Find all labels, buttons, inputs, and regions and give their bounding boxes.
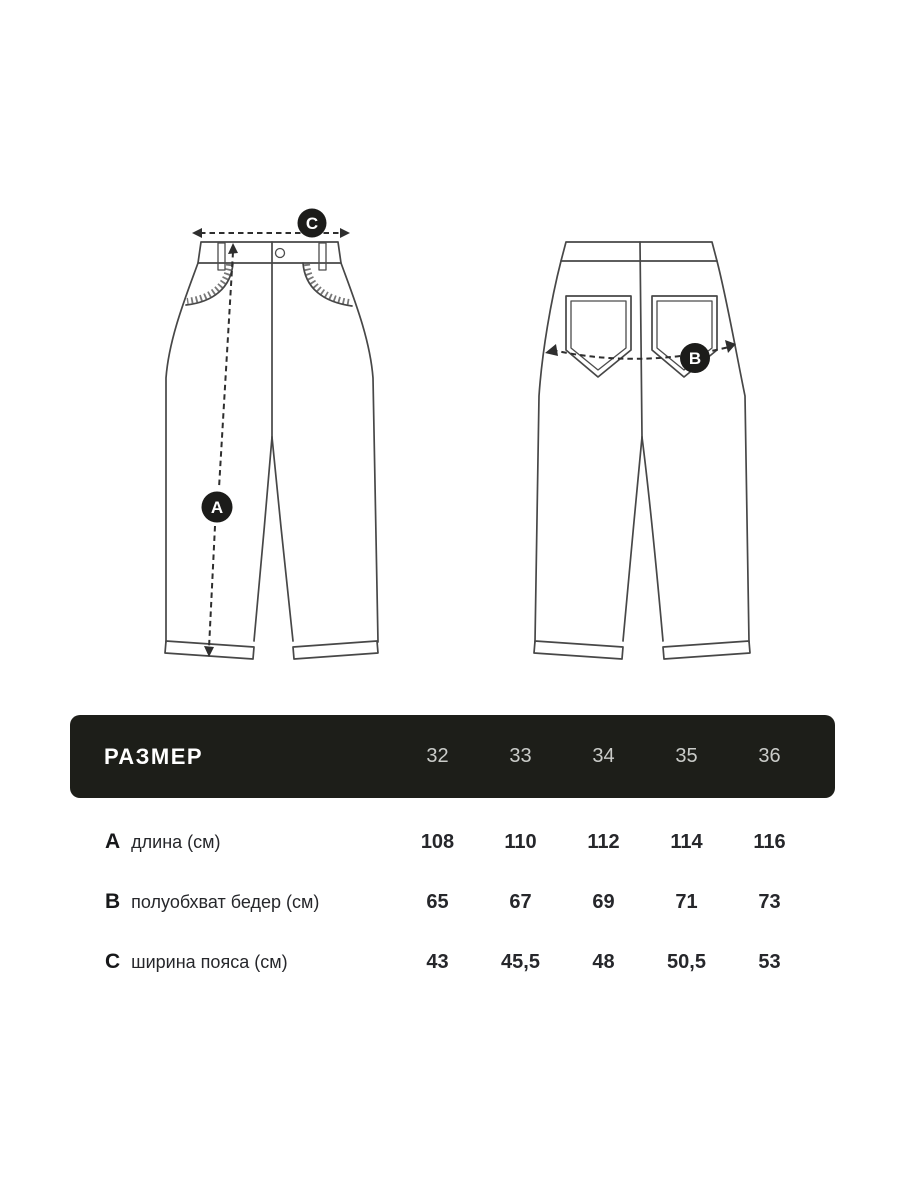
size-column-header: 36: [758, 745, 781, 767]
front-button: [276, 249, 285, 258]
front-left-inner-seam: [254, 437, 272, 641]
cell-value: 73: [758, 890, 781, 913]
back-right-outer-seam: [717, 261, 749, 642]
size-column-header: 34: [592, 745, 615, 767]
back-left-inner-seam: [623, 437, 642, 641]
cell-value: 65: [426, 890, 449, 913]
front-left-outer-seam: [166, 263, 198, 642]
cell-value: 48: [592, 950, 615, 973]
measurement-c-arrow: [192, 228, 350, 238]
front-right-inner-seam: [272, 437, 293, 641]
size-table-body: [70, 812, 835, 992]
cell-value: 69: [592, 890, 615, 913]
front-right-belt-loop: [319, 243, 326, 270]
front-right-hem: [293, 641, 378, 659]
row-letter: B: [105, 890, 121, 913]
table-row-waist: [70, 932, 835, 992]
cell-value: 67: [509, 890, 532, 913]
row-letter: C: [105, 950, 121, 973]
measurement-a-arrow: [204, 243, 238, 657]
back-left-pocket-inner: [571, 301, 626, 370]
row-header: [70, 890, 396, 914]
cell-value: 50,5: [667, 950, 706, 973]
size-table-title: РАЗМЕР: [104, 743, 204, 769]
size-column-header: 32: [426, 745, 449, 767]
cell-value: 116: [753, 830, 786, 853]
size-table: [70, 715, 835, 992]
back-left-outer-seam: [535, 261, 561, 642]
row-header: [70, 950, 396, 974]
marker-badge-a: [202, 492, 233, 523]
cell-value: 43: [426, 950, 449, 973]
back-left-pocket: [566, 296, 631, 377]
size-column-header: 33: [509, 745, 532, 767]
marker-b-label: B: [688, 349, 702, 368]
cell-value: 53: [758, 950, 781, 973]
front-right-outer-seam: [341, 263, 378, 642]
table-row-hip: [70, 872, 835, 932]
back-right-inner-seam: [642, 437, 663, 641]
row-label: длина (см): [131, 831, 221, 852]
table-row-length: [70, 812, 835, 872]
cell-value: 108: [420, 830, 455, 853]
cell-value: 71: [675, 890, 698, 913]
row-label: ширина пояса (см): [131, 951, 288, 972]
back-center-seam: [640, 242, 642, 437]
marker-c-label: C: [305, 214, 319, 233]
front-left-belt-loop: [218, 243, 225, 270]
front-pants-drawing: [165, 242, 378, 659]
size-table-header-row: [70, 715, 835, 798]
row-label: полуобхват бедер (см): [131, 891, 320, 912]
row-letter: A: [105, 830, 121, 853]
cell-value: 112: [587, 830, 620, 853]
size-column-header: 35: [675, 745, 698, 767]
back-pants-drawing: [534, 242, 750, 659]
marker-a-label: A: [210, 498, 224, 517]
marker-badge-c: [298, 209, 327, 238]
cell-value: 45,5: [501, 950, 540, 973]
cell-value: 114: [670, 830, 703, 853]
cell-value: 110: [504, 830, 537, 853]
back-left-hem: [534, 641, 623, 659]
marker-badge-b: [680, 343, 710, 373]
back-right-hem: [663, 641, 750, 659]
back-waistband: [561, 242, 717, 261]
row-header: [70, 830, 396, 854]
